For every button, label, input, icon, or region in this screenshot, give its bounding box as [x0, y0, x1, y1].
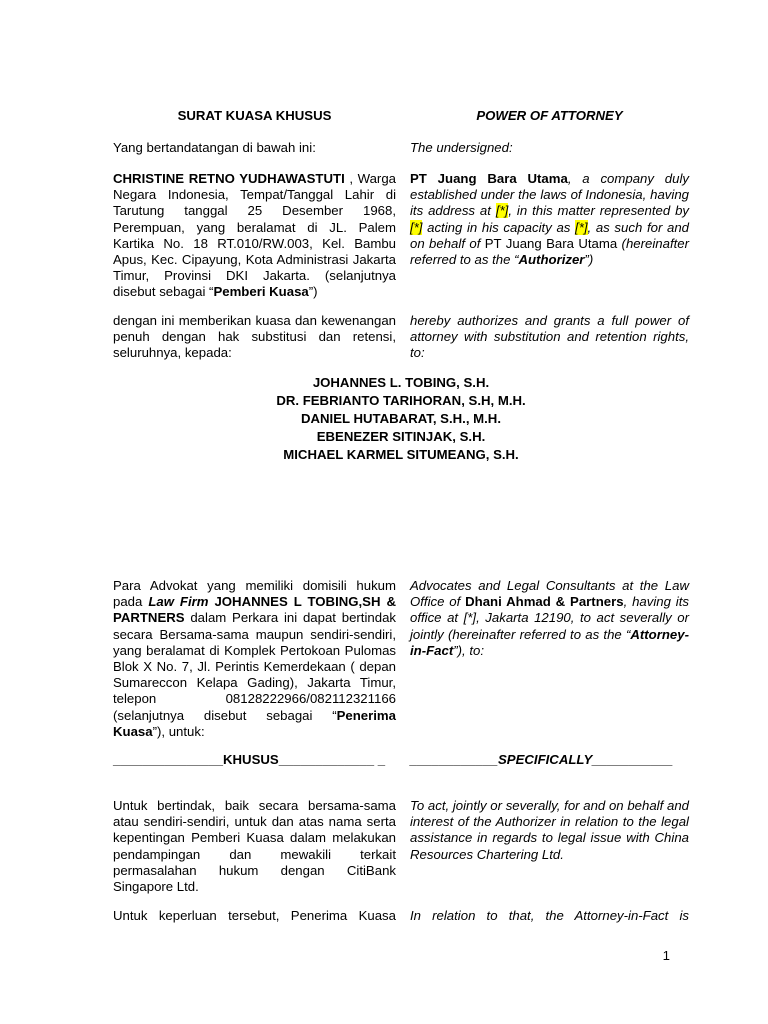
undersigned-indonesian: Yang bertandatangan di bawah ini: [113, 140, 316, 155]
attorney-name: DANIEL HUTABARAT, S.H., M.H. [300, 411, 501, 426]
grant-paragraph-english: hereby authorizes and grants a full power of attorney with substitution and retention rights, to: [410, 313, 689, 361]
purpose-paragraph-indonesian: Untuk bertindak, baik secara bersama-sama atau sendiri-sendiri, untuk dan atas nama serta kepentingan Pemberi Kuasa dalam melakukan pendampingan dan mewakili terkait permasalahan hukum dengan CitiBank Singapore Ltd. [113, 798, 396, 895]
title-indonesian: SURAT KUASA KHUSUS [177, 108, 332, 123]
advocates-paragraph-english: Advocates and Legal Consultants at the Law Office of Dhani Ahmad & Partners, having its office at [*], Jakarta 12190, to act severally or jointly (hereinafter referred to as the “Attorney-in-Fact”), to: [410, 578, 689, 658]
grant-paragraph-indonesian: dengan ini memberikan kuasa dan kewenangan penuh dengan hak substitusi dan retensi, seluruhnya, kepada: [113, 313, 396, 361]
attorney-name: JOHANNES L. TOBING, S.H. [312, 375, 490, 390]
attorney-names-list [113, 374, 689, 464]
grantor-paragraph-indonesian: CHRISTINE RETNO YUDHAWASTUTI , Warga Negara Indonesia, Tempat/Tanggal Lahir di Tarutung tanggal 25 Desember 1968, Perempuan, yang beralamat di JL. Palem Kartika No. 18 RT.010/RW.003, Kel. Bambu Apus, Kec. Cipayung, Kota Administrasi Jakarta Timur, Provinsi DKI Jakarta. (selanjutnya disebut sebagai “Pemberi Kuasa”) [113, 171, 396, 300]
placeholder-address: [*] [495, 203, 509, 219]
placeholder-capacity: [*] [575, 219, 588, 235]
grantor-term: Pemberi Kuasa [213, 284, 309, 300]
undersigned-english: The undersigned: [410, 140, 513, 155]
purpose-paragraph-english: To act, jointly or severally, for and on behalf and interest of the Authorizer in relation to the legal assistance in regards to legal issue with China Resources Chartering Ltd. [410, 798, 689, 862]
law-firm-name: JOHANNES L TOBING,SH & PARTNERS [113, 594, 396, 626]
law-office-name: Dhani Ahmad & Partners [465, 594, 624, 610]
attorney-in-fact-term: Attorney-in-Fact [410, 626, 689, 658]
grantor-company-name: PT Juang Bara Utama [410, 171, 568, 186]
placeholder-representative: [*] [410, 219, 423, 235]
relation-paragraph-english: In relation to that, the Attorney-in-Fact is [410, 908, 689, 923]
grantor-name: CHRISTINE RETNO YUDHAWASTUTI [113, 171, 345, 186]
grantor-paragraph-english: PT Juang Bara Utama, a company duly established under the laws of Indonesia, having its address at [*], in this matter represented by [*] acting in his capacity as [*], as such for and on behalf of PT Juang Bara Utama (hereinafter referred to as the “Authorizer”) [410, 171, 690, 268]
attorney-name: MICHAEL KARMEL SITUMEANG, S.H. [283, 447, 519, 462]
attorney-term: Penerima Kuasa [113, 707, 396, 739]
specific-heading-english: ____________SPECIFICALLY___________ [410, 752, 673, 767]
page-number: 1 [662, 948, 670, 963]
authorizer-term: Authorizer [518, 252, 585, 268]
relation-paragraph-indonesian: Untuk keperluan tersebut, Penerima Kuasa [113, 908, 396, 923]
attorney-name: DR. FEBRIANTO TARIHORAN, S.H, M.H. [276, 393, 526, 408]
specific-heading-indonesian: _______________KHUSUS_____________ _ [113, 752, 386, 767]
advocates-paragraph-indonesian: Para Advokat yang memiliki domisili hukum pada Law Firm JOHANNES L TOBING,SH & PARTNERS dalam Perkara ini dapat bertindak secara Bersama-sama maupun sendiri-sendiri, yang beralamat di Komplek Pertokoan Pulomas Blok X No. 7, Jl. Perintis Kemerdekaan ( depan Sumareccon Kelapa Gading), Jakarta Timur, telepon 08128222966/082112321166 (selanjutnya disebut sebagai “Penerima Kuasa”), untuk: [113, 578, 396, 739]
attorney-name: EBENEZER SITINJAK, S.H. [316, 429, 486, 444]
law-firm-label: Law Firm [148, 594, 209, 610]
title-english: POWER OF ATTORNEY [476, 108, 623, 123]
